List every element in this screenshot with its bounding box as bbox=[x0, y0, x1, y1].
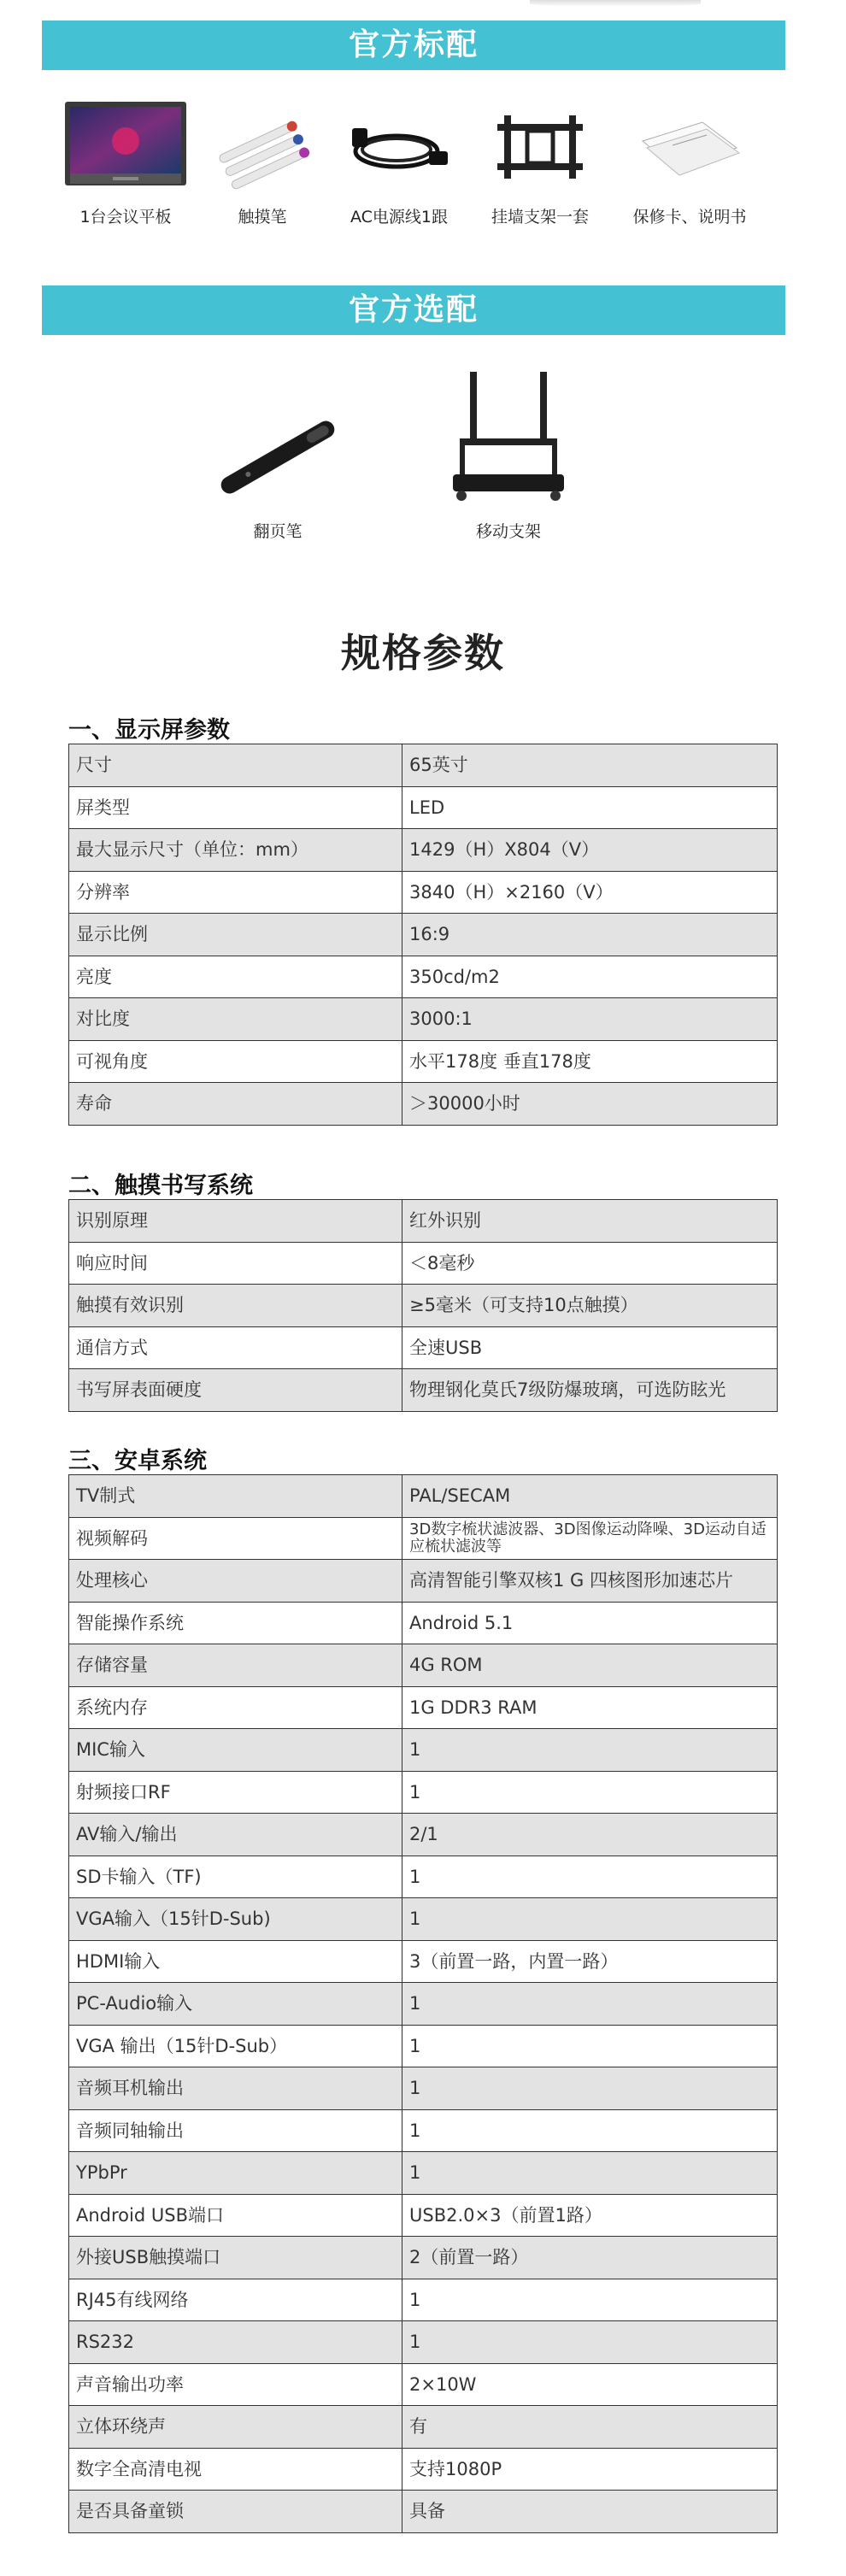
table-row bbox=[69, 1369, 778, 1412]
meeting-panel-icon bbox=[62, 98, 190, 194]
table-row bbox=[69, 2237, 778, 2279]
spec-value: 1 bbox=[402, 1898, 778, 1941]
spec-value: 全速USB bbox=[402, 1326, 778, 1369]
spec-key: 触摸有效识别 bbox=[69, 1285, 402, 1327]
table-row bbox=[69, 744, 778, 787]
spec-value: 65英寸 bbox=[402, 744, 778, 787]
table-row bbox=[69, 2279, 778, 2321]
spec-key: 可视角度 bbox=[69, 1040, 402, 1083]
touch-pens-icon bbox=[207, 98, 318, 194]
item-label: 触摸笔 bbox=[238, 208, 287, 226]
table-row bbox=[69, 829, 778, 872]
spec-key: 系统内存 bbox=[69, 1686, 402, 1729]
spec-value: 水平178度 垂直178度 bbox=[402, 1040, 778, 1083]
spec-key: 是否具备童锁 bbox=[69, 2491, 402, 2533]
spec-key: 声音输出功率 bbox=[69, 2363, 402, 2406]
spec-value: 1 bbox=[402, 2321, 778, 2364]
spec-key: 音频耳机输出 bbox=[69, 2067, 402, 2110]
section-heading-display: 一、显示屏参数 bbox=[68, 717, 230, 744]
spec-value: LED bbox=[402, 786, 778, 829]
spec-value: ＜8毫秒 bbox=[402, 1242, 778, 1285]
spec-value: 3D数字梳状滤波器、3D图像运动降噪、3D运动自适应梳状滤波等 bbox=[402, 1517, 778, 1560]
spec-key: 对比度 bbox=[69, 998, 402, 1041]
spec-key: Android USB端口 bbox=[69, 2194, 402, 2237]
spec-key: 寿命 bbox=[69, 1083, 402, 1126]
wall-mount-icon bbox=[480, 98, 600, 194]
mobile-stand-icon bbox=[436, 363, 581, 509]
spec-key: 立体环绕声 bbox=[69, 2406, 402, 2449]
table-row bbox=[69, 1983, 778, 2026]
item-label: 挂墙支架一套 bbox=[491, 208, 589, 226]
spec-value: 1 bbox=[402, 2279, 778, 2321]
item-power-cable bbox=[335, 98, 463, 227]
spec-value: PAL/SECAM bbox=[402, 1475, 778, 1518]
spec-value: 1 bbox=[402, 2025, 778, 2067]
specs-title: 规格参数 bbox=[341, 630, 505, 676]
spec-value: 具备 bbox=[402, 2491, 778, 2533]
spec-value: 1 bbox=[402, 2067, 778, 2110]
spec-key: MIC输入 bbox=[69, 1729, 402, 1772]
table-row bbox=[69, 1729, 778, 1772]
item-manual bbox=[617, 98, 762, 227]
spec-value: 有 bbox=[402, 2406, 778, 2449]
spec-table-display bbox=[68, 744, 778, 1126]
spec-value: USB2.0×3（前置1路） bbox=[402, 2194, 778, 2237]
spec-key: 分辨率 bbox=[69, 871, 402, 914]
spec-key: VGA 输出（15针D-Sub） bbox=[69, 2025, 402, 2067]
table-row bbox=[69, 2194, 778, 2237]
spec-value: Android 5.1 bbox=[402, 1602, 778, 1644]
item-label: 保修卡、说明书 bbox=[632, 208, 747, 226]
item-mobile-stand bbox=[436, 363, 581, 542]
item-meeting-panel bbox=[53, 98, 198, 227]
spec-key: 音频同轴输出 bbox=[69, 2109, 402, 2152]
spec-key: 亮度 bbox=[69, 956, 402, 998]
spec-key: 外接USB触摸端口 bbox=[69, 2237, 402, 2279]
item-wall-mount bbox=[472, 98, 608, 227]
spec-key: TV制式 bbox=[69, 1475, 402, 1518]
table-row bbox=[69, 786, 778, 829]
spec-table-android bbox=[68, 1474, 778, 2533]
table-row bbox=[69, 2491, 778, 2533]
spec-key: 通信方式 bbox=[69, 1326, 402, 1369]
spec-key: AV输入/输出 bbox=[69, 1814, 402, 1856]
table-row bbox=[69, 956, 778, 998]
table-row bbox=[69, 2067, 778, 2110]
spec-value: 1429（H）X804（V） bbox=[402, 829, 778, 872]
table-row bbox=[69, 1898, 778, 1941]
spec-value: 3000:1 bbox=[402, 998, 778, 1041]
spec-value: 2×10W bbox=[402, 2363, 778, 2406]
table-row bbox=[69, 2109, 778, 2152]
spec-key: 处理核心 bbox=[69, 1560, 402, 1603]
table-row bbox=[69, 1040, 778, 1083]
table-row bbox=[69, 1644, 778, 1687]
table-row bbox=[69, 998, 778, 1041]
table-row bbox=[69, 2448, 778, 2491]
spec-key: 尺寸 bbox=[69, 744, 402, 787]
spec-value: 1 bbox=[402, 1729, 778, 1772]
table-row bbox=[69, 1814, 778, 1856]
spec-value: 物理钢化莫氏7级防爆玻璃，可选防眩光 bbox=[402, 1369, 778, 1412]
spec-key: 最大显示尺寸（单位：mm） bbox=[69, 829, 402, 872]
table-row bbox=[69, 914, 778, 956]
spec-key: 响应时间 bbox=[69, 1242, 402, 1285]
table-row bbox=[69, 2363, 778, 2406]
item-label: 1台会议平板 bbox=[79, 208, 172, 226]
spec-value: 16:9 bbox=[402, 914, 778, 956]
spec-key: RS232 bbox=[69, 2321, 402, 2364]
item-presenter-pen bbox=[205, 363, 350, 542]
spec-key: 显示比例 bbox=[69, 914, 402, 956]
spec-key: 数字全高清电视 bbox=[69, 2448, 402, 2491]
table-row bbox=[69, 1560, 778, 1603]
table-row bbox=[69, 2406, 778, 2449]
table-row bbox=[69, 1475, 778, 1518]
item-label: AC电源线1跟 bbox=[350, 208, 449, 226]
section-heading-android: 三、安卓系统 bbox=[68, 1448, 207, 1474]
spec-value: 3（前置一路，内置一路） bbox=[402, 1940, 778, 1983]
table-row bbox=[69, 2152, 778, 2195]
table-row bbox=[69, 1285, 778, 1327]
spec-value: 红外识别 bbox=[402, 1200, 778, 1243]
spec-value: 支持1080P bbox=[402, 2448, 778, 2491]
manual-icon bbox=[630, 98, 749, 194]
spec-key: 视频解码 bbox=[69, 1517, 402, 1560]
spec-key: VGA输入（15针D-Sub) bbox=[69, 1898, 402, 1941]
power-cable-icon bbox=[344, 98, 455, 194]
spec-table-touch bbox=[68, 1199, 778, 1412]
spec-value: 3840（H）×2160（V） bbox=[402, 871, 778, 914]
spec-value: 1 bbox=[402, 1771, 778, 1814]
spec-key: RJ45有线网络 bbox=[69, 2279, 402, 2321]
spec-value: 2（前置一路） bbox=[402, 2237, 778, 2279]
spec-value: 高清智能引擎双核1 G 四核图形加速芯片 bbox=[402, 1560, 778, 1603]
spec-key: 屏类型 bbox=[69, 786, 402, 829]
table-row bbox=[69, 1771, 778, 1814]
spec-value: ≥5毫米（可支持10点触摸） bbox=[402, 1285, 778, 1327]
spec-value: 1 bbox=[402, 1856, 778, 1898]
presenter-pen-icon bbox=[209, 363, 346, 509]
spec-key: 书写屏表面硬度 bbox=[69, 1369, 402, 1412]
table-row bbox=[69, 871, 778, 914]
spec-key: 识别原理 bbox=[69, 1200, 402, 1243]
table-row bbox=[69, 1242, 778, 1285]
table-row bbox=[69, 1686, 778, 1729]
spec-value: 4G ROM bbox=[402, 1644, 778, 1687]
spec-value: 2/1 bbox=[402, 1814, 778, 1856]
item-label: 移动支架 bbox=[475, 522, 541, 541]
spec-key: SD卡输入（TF) bbox=[69, 1856, 402, 1898]
spec-value: 1 bbox=[402, 1983, 778, 2026]
standard-accessories-banner: 官方标配 bbox=[42, 21, 785, 70]
optional-accessories-banner: 官方选配 bbox=[42, 285, 785, 335]
table-row bbox=[69, 1602, 778, 1644]
spec-key: 智能操作系统 bbox=[69, 1602, 402, 1644]
table-row bbox=[69, 1856, 778, 1898]
item-touch-pens bbox=[198, 98, 326, 227]
table-row bbox=[69, 1326, 778, 1369]
spec-value: 1 bbox=[402, 2152, 778, 2195]
table-row bbox=[69, 2321, 778, 2364]
spec-key: PC-Audio输入 bbox=[69, 1983, 402, 2026]
table-row bbox=[69, 1940, 778, 1983]
spec-key: 存储容量 bbox=[69, 1644, 402, 1687]
spec-value: ＞30000小时 bbox=[402, 1083, 778, 1126]
table-row bbox=[69, 1083, 778, 1126]
spec-key: HDMI输入 bbox=[69, 1940, 402, 1983]
spec-value: 1 bbox=[402, 2109, 778, 2152]
table-row bbox=[69, 2025, 778, 2067]
spec-value: 350cd/m2 bbox=[402, 956, 778, 998]
item-label: 翻页笔 bbox=[253, 522, 303, 541]
top-decoration bbox=[530, 0, 701, 7]
section-heading-touch: 二、触摸书写系统 bbox=[68, 1173, 253, 1199]
table-row bbox=[69, 1200, 778, 1243]
table-row bbox=[69, 1517, 778, 1560]
spec-key: YPbPr bbox=[69, 2152, 402, 2195]
spec-key: 射频接口RF bbox=[69, 1771, 402, 1814]
spec-value: 1G DDR3 RAM bbox=[402, 1686, 778, 1729]
